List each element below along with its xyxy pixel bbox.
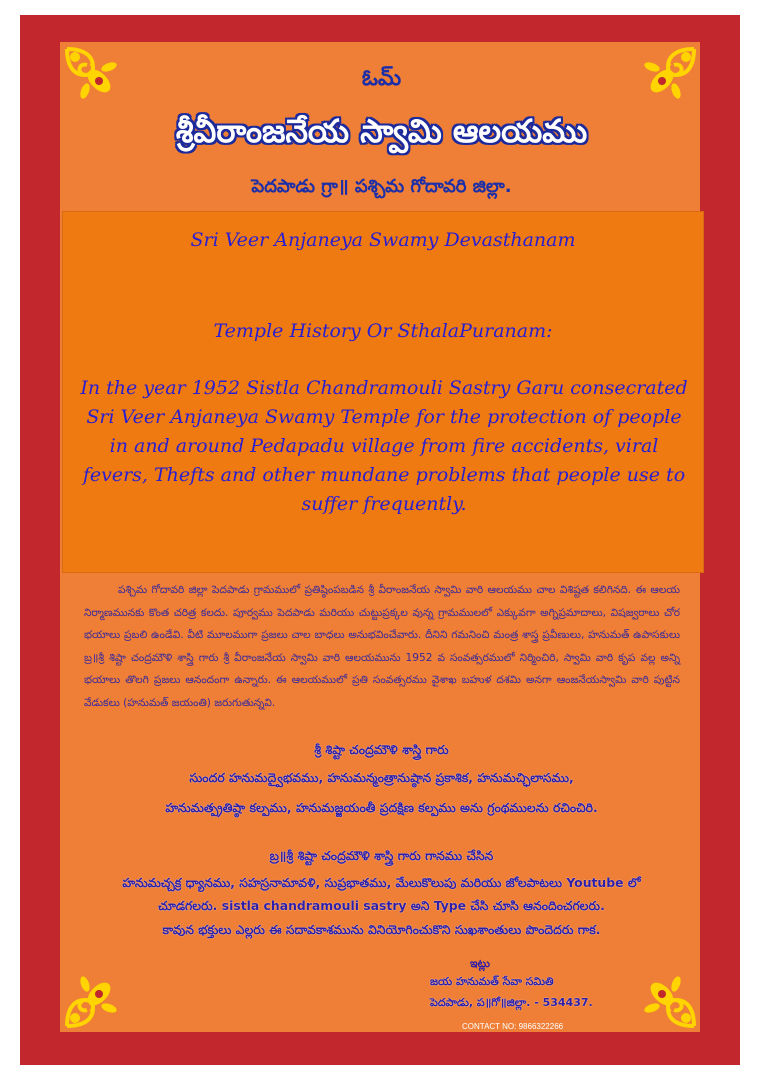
signature-prefix: ఇట్లు [470, 957, 490, 970]
temple-title: శ్రీవీరాంజనేయ స్వామి ఆలయము [175, 112, 588, 150]
committee-address: పెదపాడు, ప॥గో॥జిల్లా. - 534437. [430, 996, 593, 1009]
english-section [62, 211, 704, 573]
committee-name: జయ హనుమత్ సేవా సమితి [430, 975, 554, 988]
blessing-line: కావున భక్తులు ఎల్లరు ఈ సదావకాశమును వినియోగించుకొని సుఖశాంతులు పొందెదరు గాక. [162, 922, 601, 937]
contact-number: CONTACT NO: 9866322266 [462, 1022, 564, 1031]
books-line-2: హనుమత్ప్రతిష్ఠా కల్పము, హనుమజ్జయంతీ ప్రదక్షిణ కల్పము అను గ్రంథములను రచించిరి. [165, 800, 598, 815]
floral-ornament-icon [636, 968, 698, 1030]
om-heading: ఓమ్ [361, 66, 402, 91]
books-line-1: సుందర హనుమద్వైభవము, హనుమన్మంత్రానుష్ఠాన ప్రకాశిక, హనుమచ్ఛిలాసము, [189, 770, 574, 785]
youtube-instruction-line: చూడగలరు. sistla chandramouli sastry అని Type చేసి చూసి ఆనందించగలరు. [158, 898, 605, 913]
songs-list-line: హనుమచ్చక్ర ధ్యానము, సహస్రనామావళి, సుప్రభాతము, మేలుకొలుపు మరియు జోలపాటలు Youtube లో [122, 875, 641, 890]
english-history-paragraph: In the year 1952 Sistla Chandramouli Sastry Garu consecrated Sri Veer Anjaneya Swamy Temple for the protection of people in and around Pedapadu village from fire accidents, viral fevers, Thefts and other mundane problems that people use to suffer frequently. [80, 377, 688, 515]
author-line: శ్రీ శిష్టా చంద్రమౌళి శాస్త్రి గారు [314, 742, 449, 757]
history-heading: Temple History Or SthalaPuranam: [213, 320, 553, 342]
temple-location: పెదపాడు గ్రా॥ పశ్చిమ గోదావరి జిల్లా. [251, 176, 512, 197]
floral-ornament-icon [63, 968, 125, 1030]
telugu-history-paragraph: పశ్చిమ గోదావరి జిల్లా పెదపాడు గ్రామములో ప్రతిష్ఠింపబడిన శ్రీ వీరాంజనేయ స్వామి వారి ఆలయము చాల విశిష్టత కలిగినది. ఈ ఆలయ నిర్మాణమునకు కొంత చరిత్ర కలదు. పూర్వము పెదపాడు మరియు చుట్టుప్రక్కల వున్న గ్రామములలో ఎక్కువగా అగ్నిప్రమాదాలు, విషజ్వరాలు చోర భయాలు ప్రబలి ఉండేవి. వీటి మూలముగా ప్రజలు చాల బాధలు అనుభవించేవారు. దీనిని గమనించి మంత్ర శాస్త్ర ప్రవీణులు, హనుమత్ ఉపాసకులు బ్ర॥శ్రీ శిష్టా చంద్రమౌళి శాస్త్రి గారు శ్రీ వీరాంజనేయ స్వామి వారి ఆలయమును 1952 వ సంవత్సరములో నిర్మించిరి, స్వామి వారి కృప వల్ల అన్ని భయాలు తొలగి ప్రజలు ఆనందంగా ఉన్నారు. ఈ ఆలయములో ప్రతి సంవత్సరము వైశాఖ బహుళ దశమి అనగా ఆంజనేయస్వామి వారి పుట్టిన వేడుకలు (హనుమత్ జయంతి) జరుగుతున్నవి. [84, 584, 680, 709]
english-heading: Sri Veer Anjaneya Swamy Devasthanam [190, 229, 576, 251]
songs-intro-line: బ్ర॥శ్రీ శిష్టా చంద్రమౌళి శాస్త్రి గారు గానము చేసిన [269, 848, 494, 863]
